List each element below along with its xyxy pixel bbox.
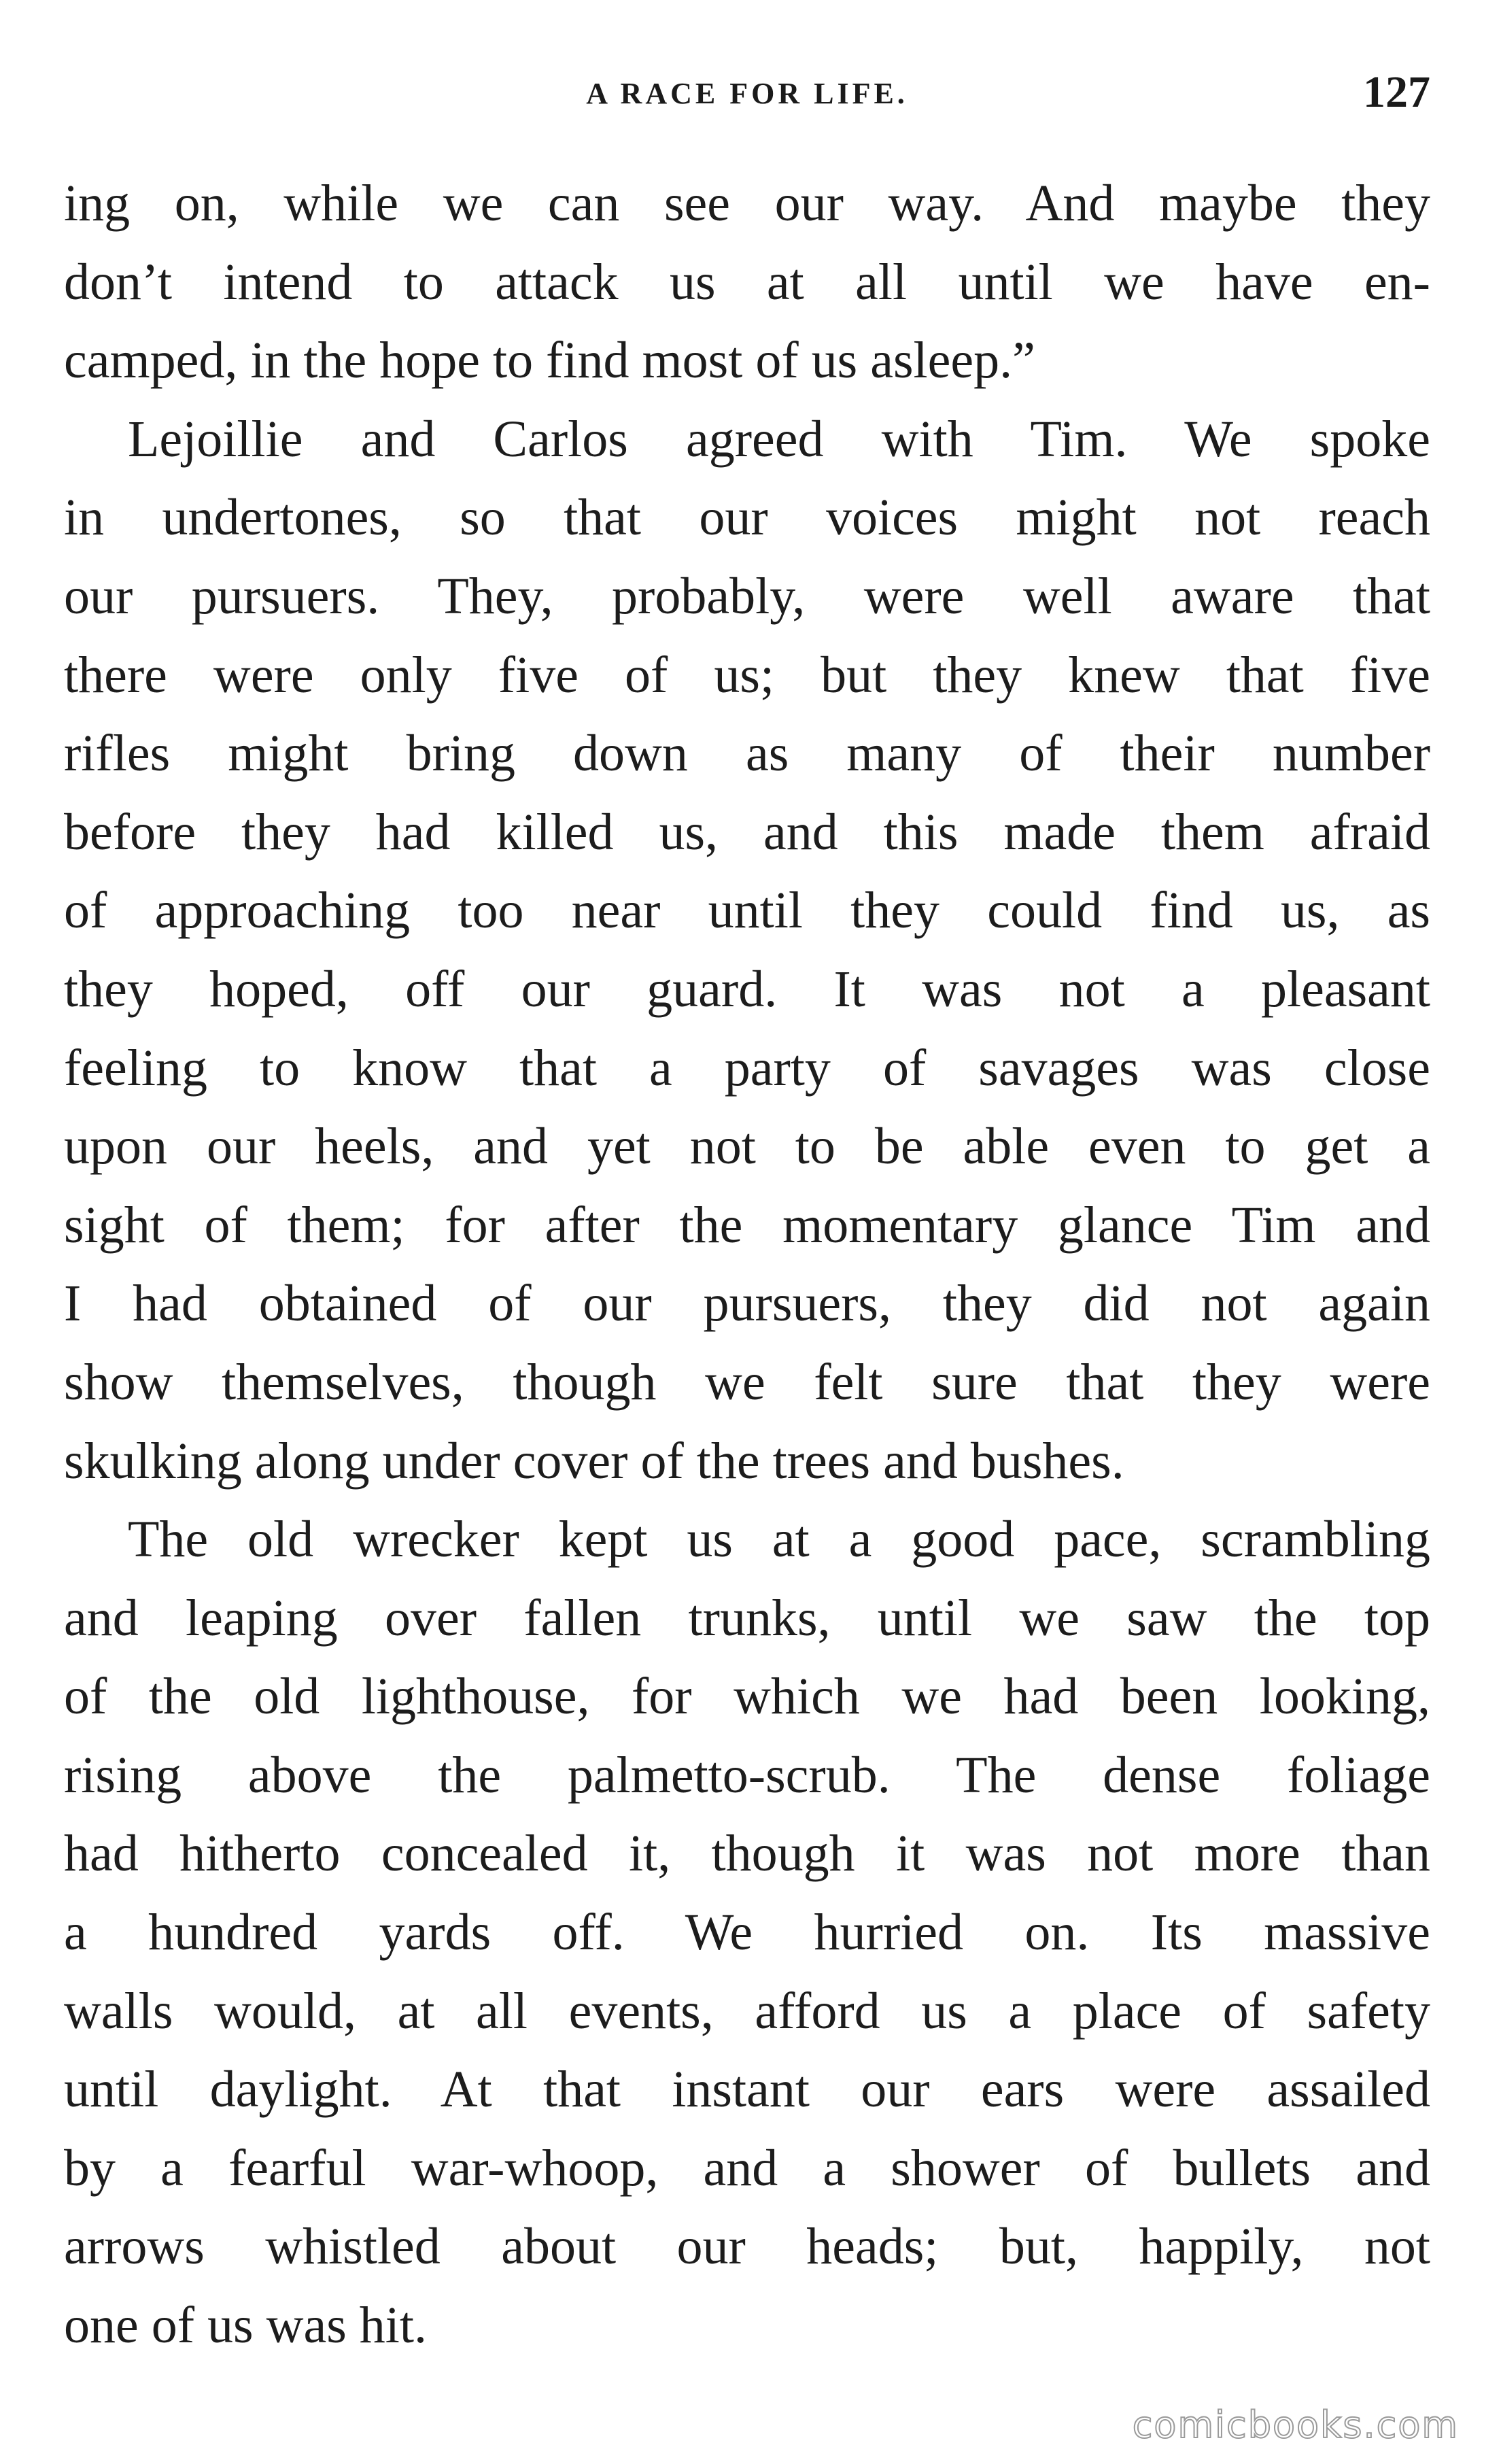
text-line: a hundred yards off. We hurried on. Its massive	[64, 1904, 1430, 1962]
text-line: and leaping over fallen trunks, until we saw the top	[64, 1589, 1430, 1647]
text-line: show themselves, though we felt sure that they were	[64, 1353, 1430, 1411]
text-line: upon our heels, and yet not to be able even to get a	[64, 1118, 1430, 1176]
text-line: had hitherto concealed it, though it was not more than	[64, 1825, 1430, 1883]
text-line: our pursuers. They, probably, were well aware that	[64, 567, 1430, 625]
text-line: feeling to know that a party of savages was close	[64, 1039, 1430, 1097]
text-line: camped, in the hope to find most of us asleep.”	[64, 332, 1035, 390]
text-line: walls would, at all events, afford us a place of safety	[64, 1982, 1430, 2040]
paragraph-3	[64, 1501, 1430, 2365]
text-line: rising above the palmetto-scrub. The dense foliage	[64, 1746, 1430, 1804]
body-text	[64, 165, 1430, 2365]
text-line: in undertones, so that our voices might not reach	[64, 489, 1430, 547]
paragraph-1	[64, 165, 1430, 400]
text-line: one of us was hit.	[64, 2297, 428, 2355]
text-line: of approaching too near until they could find us, as	[64, 882, 1430, 940]
text-line: by a fearful war-whoop, and a shower of bullets and	[64, 2139, 1430, 2197]
text-line: sight of them; for after the momentary glance Tim and	[64, 1196, 1430, 1254]
text-line: skulking along under cover of the trees and bushes.	[64, 1432, 1124, 1490]
running-title: A RACE FOR LIFE.	[586, 77, 908, 110]
text-line: ing on, while we can see our way. And maybe they	[64, 175, 1430, 232]
text-line: The old wrecker kept us at a good pace, scrambling	[128, 1511, 1430, 1569]
text-line: they hoped, off our guard. It was not a pleasant	[64, 960, 1430, 1018]
text-line: of the old lighthouse, for which we had been looking,	[64, 1668, 1430, 1726]
text-line: until daylight. At that instant our ears were assailed	[64, 2061, 1430, 2119]
text-line: I had obtained of our pursuers, they did not again	[64, 1275, 1430, 1333]
watermark: comicbooks.com	[1132, 2403, 1459, 2446]
text-line: there were only five of us; but they knew that five	[64, 646, 1430, 704]
text-line: don’t intend to attack us at all until we have en-	[64, 253, 1430, 311]
text-line: before they had killed us, and this made them afraid	[64, 803, 1430, 861]
page-number: 127	[1363, 67, 1430, 117]
text-line: arrows whistled about our heads; but, happily, not	[64, 2218, 1430, 2276]
paragraph-2	[64, 400, 1430, 1501]
text-line: Lejoillie and Carlos agreed with Tim. We spoke	[128, 410, 1430, 468]
running-head	[64, 67, 1430, 121]
text-line: rifles might bring down as many of their number	[64, 725, 1430, 783]
